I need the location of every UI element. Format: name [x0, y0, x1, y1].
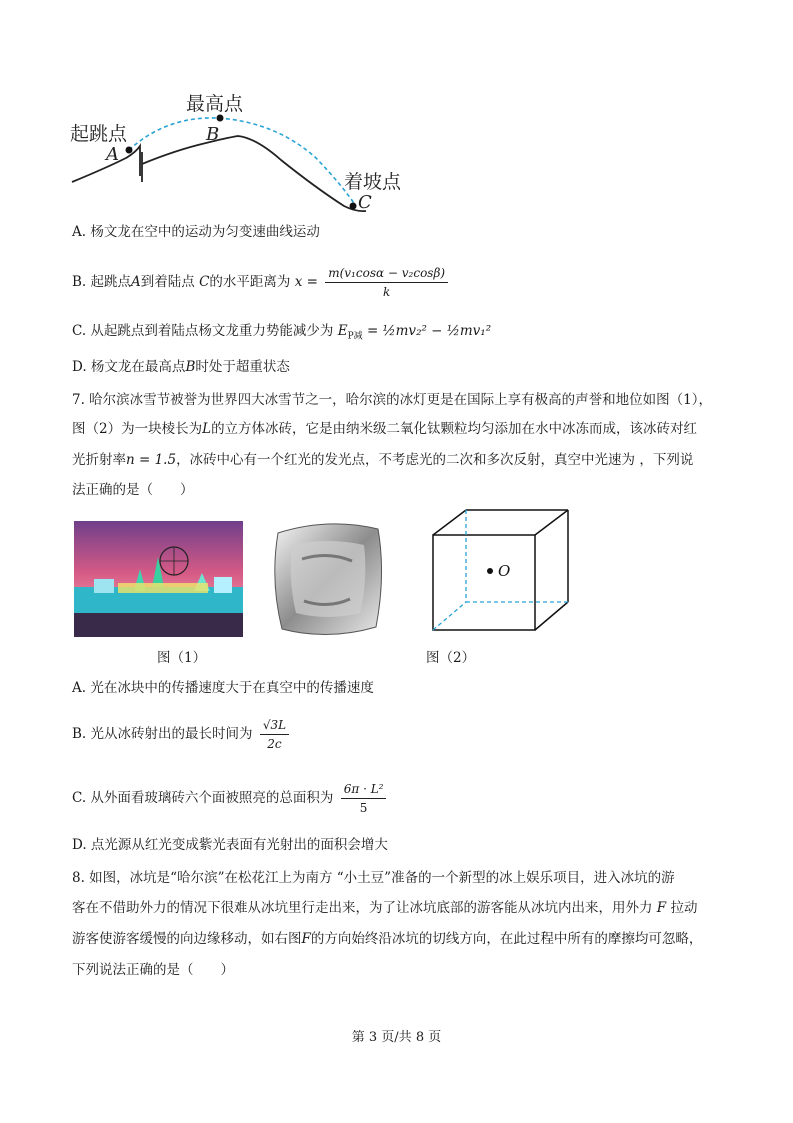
- q6-d-var: B: [185, 359, 196, 375]
- cube-diagram: [428, 505, 573, 645]
- point-a-dot: [126, 147, 133, 154]
- q7-line2a: 图（2）为一块棱长为: [72, 421, 203, 437]
- q7-line3b: ，冰砖中心有一个红光的发光点，不考虑光的二次和多次反射，真空中光速为 ，下列说: [176, 452, 694, 468]
- q7-b-numerator: √3L: [260, 716, 289, 735]
- ice-festival-photo: [74, 521, 243, 637]
- q8-line4: 下列说法正确的是（ ）: [72, 962, 234, 978]
- q6-option-c: [72, 316, 491, 352]
- ice-cube-photo: [268, 515, 388, 643]
- q6-c-ep-sub: P减: [347, 331, 363, 342]
- q8-line2b: 拉动: [670, 900, 698, 916]
- point-b-dot: [217, 115, 224, 122]
- q7-b-text: B. 光从冰砖射出的最长时间为: [72, 726, 253, 742]
- q7-option-a: A. 光在冰块中的传播速度大于在真空中的传播速度: [72, 680, 374, 696]
- slope-right: [142, 136, 366, 211]
- point-c-label: C: [358, 192, 372, 213]
- q7-c-numerator: 6π · L²: [341, 780, 387, 799]
- q6-c-prefix: C. 从起跳点到着陆点杨文龙重力势能减少为: [72, 323, 334, 339]
- q7-var-l: L: [202, 421, 212, 437]
- q6-d-prefix: D. 杨文龙在最高点: [72, 359, 186, 375]
- page-footer: 第 3 页/共 8 页: [351, 1030, 442, 1045]
- q6-c-rest: = ½mv₂² − ½mv₁²: [362, 323, 492, 339]
- q6-option-b: [72, 262, 451, 302]
- trajectory-dashed: [129, 118, 356, 206]
- label-landing: 着坡点: [344, 171, 402, 193]
- q8-var-f1: F: [656, 900, 667, 916]
- label-highest: 最高点: [186, 93, 244, 115]
- q7-line3: [72, 450, 693, 470]
- q8-line3: [72, 929, 702, 949]
- q7-line1: 7. 哈尔滨冰雪节被誉为世界四大冰雪节之一，哈尔滨的冰灯更是在国际上享有极高的声誉和地位如图（1），: [72, 392, 713, 408]
- ski-jump-figure: [66, 88, 422, 218]
- q6-b-lhs: x =: [294, 274, 318, 290]
- q8-line2: [72, 898, 697, 918]
- q6-b-denominator: k: [383, 285, 391, 299]
- q6-b-numerator: m(v₁cosα − v₂cosβ): [325, 264, 448, 283]
- q7-line4: 法正确的是（ ）: [72, 482, 194, 498]
- cube-center-label: O: [498, 562, 511, 580]
- point-c-dot: [350, 203, 357, 210]
- cube-center-dot: [487, 568, 493, 574]
- point-b-label: B: [206, 124, 220, 145]
- q7-option-b: [72, 712, 292, 756]
- q7-line2b: 的立方体冰砖，它是由纳米级二氧化钛颗粒均匀添加在水中冰冻而成，该冰砖对红: [211, 421, 698, 437]
- q7-option-d: D. 点光源从红光变成紫光表面有光射出的面积会增大: [72, 837, 388, 853]
- q7-line2: [72, 419, 697, 439]
- q6-option-a: A. 杨文龙在空中的运动为匀变速曲线运动: [72, 224, 320, 240]
- q6-option-d: [72, 357, 290, 377]
- q6-b-var-c: C: [199, 274, 210, 290]
- label-takeoff: 起跳点: [70, 123, 128, 145]
- q6-b-prefix: B. 起跳点: [72, 274, 132, 290]
- q7-c-text: C. 从外面看玻璃砖六个面被照亮的总面积为: [72, 790, 334, 806]
- q6-c-ep: E: [337, 323, 348, 339]
- q6-b-var-a: A: [131, 274, 141, 290]
- q7-b-denominator: 2c: [267, 737, 282, 751]
- q6-b-text2: 到着陆点: [140, 274, 195, 290]
- q6-d-suffix: 时处于超重状态: [195, 359, 290, 375]
- q8-line1: 8. 如图，冰坑是“哈尔滨”在松花江上为南方 “小土豆”准备的一个新型的冰上娱乐项目，进入冰坑的游: [72, 870, 675, 886]
- q6-b-text4: 的水平距离为: [209, 274, 291, 290]
- q7-line3a: 光折射率: [72, 452, 126, 468]
- q6-b-fraction: [325, 264, 448, 301]
- q7-b-fraction: [260, 716, 289, 753]
- q7-n-formula: n = 1.5: [126, 452, 177, 468]
- q8-line3a: 游客使游客缓慢的向边缘移动，如右图: [72, 931, 302, 947]
- caption-figure-2: 图（2）: [426, 650, 476, 666]
- q8-var-f2: F: [301, 931, 311, 947]
- point-a-label: A: [106, 144, 119, 165]
- q7-c-denominator: 5: [359, 801, 368, 815]
- q8-line3b: 的方向始终沿冰坑的切线方向，在此过程中所有的摩擦均可忽略，: [310, 931, 703, 947]
- q7-c-fraction: [341, 780, 387, 817]
- caption-figure-1: 图（1）: [157, 650, 207, 666]
- q7-option-c: [72, 778, 389, 818]
- q8-line2a: 客在不借助外力的情况下很难从冰坑里行走出来，为了让冰坑底部的游客能从冰坑内出来，用外力: [72, 900, 653, 916]
